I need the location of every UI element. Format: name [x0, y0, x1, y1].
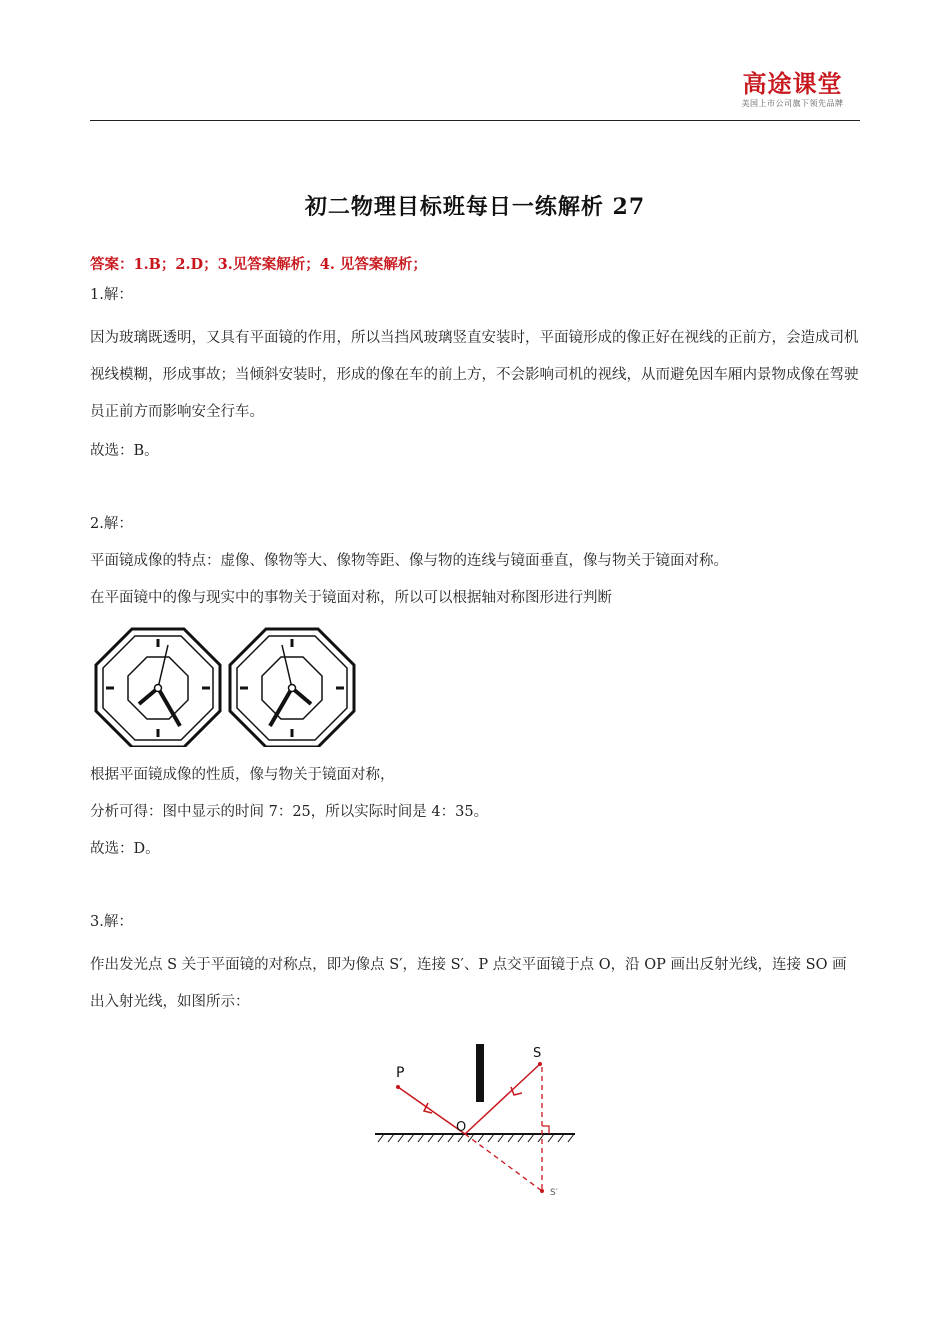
section-gap: [90, 874, 860, 910]
page-title: 初二物理目标班每日一练解析 27: [304, 194, 646, 220]
header-divider: [90, 120, 860, 121]
obstacle-bar: [476, 1044, 484, 1102]
brand-logo-tagline: 美国上市公司旗下领先品牌: [741, 99, 844, 108]
q1-explanation: 因为玻璃既透明，又具有平面镜的作用，所以当挡风玻璃竖直安装时，平面镜形成的像正好在视线的正前方，会造成司机视线模糊，形成事故；当倾斜安装时，形成的像在车的前上方，不会影响司机的视线，从而避免因车厢内景物成像在驾驶员正前方而影响安全行车。: [90, 330, 859, 420]
reflected-ray: [398, 1087, 465, 1134]
label-o: O: [456, 1120, 467, 1135]
q2-heading: 2.解：: [90, 516, 133, 532]
image-extension-line: [465, 1134, 542, 1191]
q2-choice: 故选：D。: [90, 841, 160, 857]
reflection-ray-diagram: [370, 1039, 580, 1199]
mirror-hatching: [378, 1134, 574, 1142]
section-gap: [90, 476, 860, 512]
brand-logo: [735, 70, 850, 110]
document-body: [90, 252, 860, 1199]
label-p: P: [396, 1065, 405, 1081]
brand-logo-name: 高途课堂: [742, 70, 843, 98]
clock-mirrored-icon: [230, 629, 354, 747]
q2-line-3: 根据平面镜成像的性质，像与物关于镜面对称，: [90, 767, 395, 783]
q2-line-2: 在平面镜中的像与现实中的事物关于镜面对称，所以可以根据轴对称图形进行判断: [90, 590, 612, 606]
q2-line-4: 分析可得：图中显示的时间 7：25，所以实际时间是 4：35。: [90, 804, 489, 820]
q1-choice: 故选：B。: [90, 443, 159, 459]
label-s-image: S′: [550, 1188, 558, 1198]
right-angle-mark: [542, 1126, 549, 1134]
q2-line-1: 平面镜成像的特点：虚像、像物等大、像物等距、像与物的连线与镜面垂直，像与物关于镜面对称。: [90, 553, 728, 569]
clock-original-icon: [96, 629, 220, 747]
mirror-clock-figure: [94, 627, 364, 747]
point-s-image-dot: [540, 1189, 544, 1193]
point-p-dot: [396, 1085, 400, 1089]
incident-arrow-icon: [511, 1087, 522, 1095]
point-s-dot: [538, 1062, 542, 1066]
q3-explanation: 作出发光点 S 关于平面镜的对称点，即为像点 S′，连接 S′、P 点交平面镜于点 O，沿 OP 画出反射光线，连接 SO 画出入射光线，如图所示：: [90, 957, 847, 1010]
q1-heading: 1.解：: [90, 287, 133, 303]
label-s: S: [533, 1046, 542, 1061]
answer-summary: 答案：1.B；2.D；3.见答案解析；4. 见答案解析；: [90, 256, 427, 273]
q3-heading: 3.解：: [90, 914, 133, 930]
